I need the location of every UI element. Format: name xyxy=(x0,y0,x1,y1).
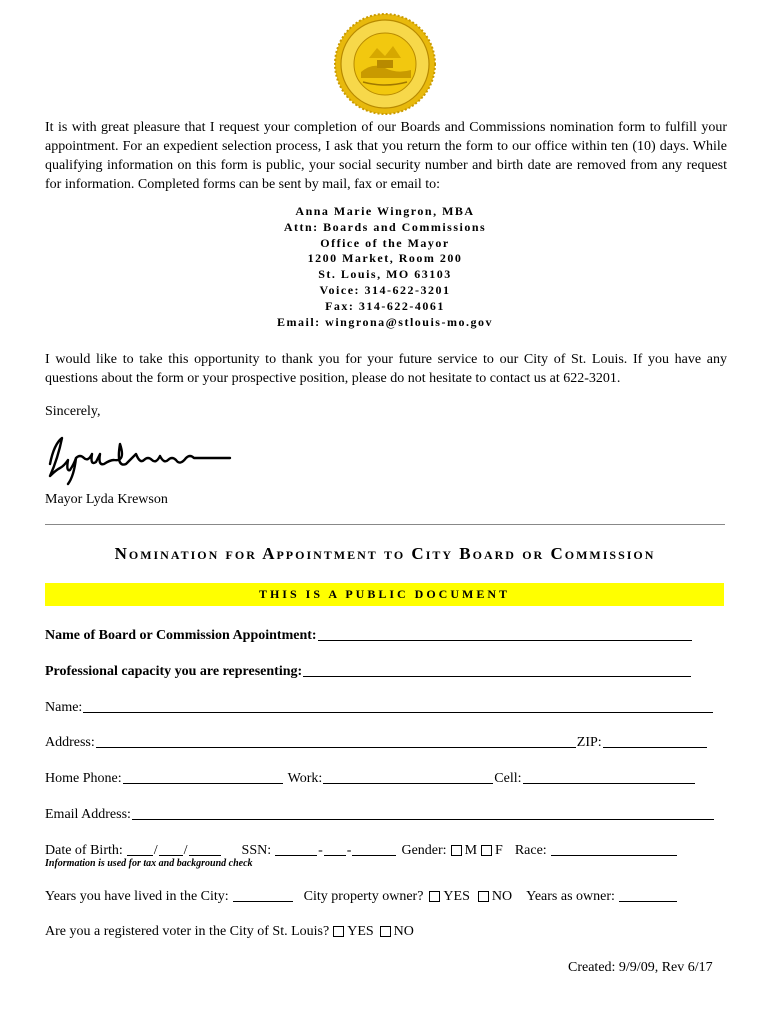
dob-year-field[interactable] xyxy=(189,841,221,856)
board-label: Name of Board or Commission Appointment: xyxy=(45,628,317,643)
work-phone-field[interactable] xyxy=(323,769,493,784)
address-line: Attn: Boards and Commissions xyxy=(283,219,487,234)
dob-row xyxy=(45,841,678,859)
dob-month-field[interactable] xyxy=(127,841,153,856)
seal-icon xyxy=(333,12,437,116)
phone-row xyxy=(45,769,696,787)
home-phone-label: Home Phone: xyxy=(45,771,122,786)
cell-phone-field[interactable] xyxy=(523,769,695,784)
address-line: 1200 Market, Room 200 xyxy=(307,251,463,266)
voter-label: Are you a registered voter in the City of St. Louis? xyxy=(45,924,330,939)
gender-label: Gender: xyxy=(401,843,447,858)
address-label: Address: xyxy=(45,735,95,750)
name-label: Name: xyxy=(45,700,83,715)
mailing-address-block xyxy=(0,204,770,330)
address-line: Anna Marie Wingron, MBA xyxy=(295,204,475,218)
address-line: Fax: 314-622-4061 xyxy=(325,298,445,313)
years-city-field[interactable] xyxy=(233,887,293,902)
home-phone-field[interactable] xyxy=(123,769,283,784)
intro-paragraph: It is with great pleasure that I request your completion of our Boards and Commissions nomination form to fulfill your appointment. For an expedient selection process, I ask that you return the form to our office within ten (10) days. While qualifying information on this form is public, your social security number and birth date are removed from any request for information. Completed forms can be sent by mail, fax or email to: xyxy=(45,120,727,192)
form-title: Nomination for Appointment to City Board or Commission xyxy=(114,544,656,563)
address-line: Email: wingrona@stlouis-mo.gov xyxy=(277,314,493,329)
voter-no-checkbox[interactable] xyxy=(380,926,391,937)
years-owner-field[interactable] xyxy=(619,887,677,902)
name-field[interactable] xyxy=(83,698,713,713)
email-row xyxy=(45,805,715,823)
gender-f-checkbox[interactable] xyxy=(481,845,492,856)
section-divider xyxy=(45,524,725,525)
capacity-row xyxy=(45,662,692,680)
dob-label: Date of Birth: xyxy=(45,843,123,858)
property-no-label: NO xyxy=(491,889,513,904)
board-field[interactable] xyxy=(318,626,692,641)
zip-field[interactable] xyxy=(603,733,707,748)
board-row xyxy=(45,626,693,644)
cell-label: Cell: xyxy=(494,771,522,786)
zip-label: ZIP: xyxy=(576,735,602,750)
work-label: Work: xyxy=(287,771,323,786)
race-label: Race: xyxy=(514,843,547,858)
voter-yes-label: YES xyxy=(347,924,374,939)
ssn-separator: - xyxy=(318,843,323,858)
tax-info-note: Information is used for tax and background check xyxy=(45,858,253,869)
property-yes-checkbox[interactable] xyxy=(429,891,440,902)
address-field[interactable] xyxy=(96,733,576,748)
gender-m-checkbox[interactable] xyxy=(451,845,462,856)
revision-footer: Created: 9/9/09, Rev 6/17 xyxy=(568,960,713,975)
city-seal-logo xyxy=(333,12,437,116)
thank-you-paragraph: I would like to take this opportunity to thank you for your future service to our City of St. Louis. If you have any questions about the form or your prospective position, please do not hesitate to contact us at 622-3201. xyxy=(45,352,727,386)
email-field[interactable] xyxy=(132,805,714,820)
ssn-separator: - xyxy=(346,843,352,858)
property-yes-label: YES xyxy=(443,889,470,904)
address-line: Office of the Mayor xyxy=(320,235,450,250)
residency-row xyxy=(45,887,678,905)
ssn-part2-field[interactable] xyxy=(324,841,346,856)
dob-separator: / xyxy=(153,843,158,858)
voter-yes-checkbox[interactable] xyxy=(333,926,344,937)
email-label: Email Address: xyxy=(45,807,131,822)
property-owner-label: City property owner? xyxy=(303,889,424,904)
address-line: St. Louis, MO 63103 xyxy=(318,267,452,282)
address-line: Voice: 314-622-3201 xyxy=(319,282,451,297)
address-row xyxy=(45,733,708,751)
dob-separator: / xyxy=(183,843,188,858)
capacity-field[interactable] xyxy=(303,662,691,677)
signer-name: Mayor Lyda Krewson xyxy=(45,492,168,507)
name-row xyxy=(45,698,714,716)
capacity-label: Professional capacity you are representing: xyxy=(45,664,303,679)
ssn-label: SSN: xyxy=(241,843,272,858)
race-field[interactable] xyxy=(551,841,677,856)
years-owner-label: Years as owner: xyxy=(526,889,615,904)
years-city-label: Years you have lived in the City: xyxy=(45,889,229,904)
voter-no-label: NO xyxy=(393,924,414,939)
voter-row xyxy=(45,924,414,940)
ssn-part1-field[interactable] xyxy=(275,841,317,856)
dob-day-field[interactable] xyxy=(159,841,183,856)
gender-f-label: F xyxy=(495,843,503,858)
signature-image xyxy=(40,424,240,494)
closing: Sincerely, xyxy=(45,404,101,419)
public-document-banner: THIS IS A PUBLIC DOCUMENT xyxy=(45,583,724,606)
gender-m-label: M xyxy=(464,843,478,858)
ssn-part3-field[interactable] xyxy=(352,841,396,856)
property-no-checkbox[interactable] xyxy=(478,891,489,902)
